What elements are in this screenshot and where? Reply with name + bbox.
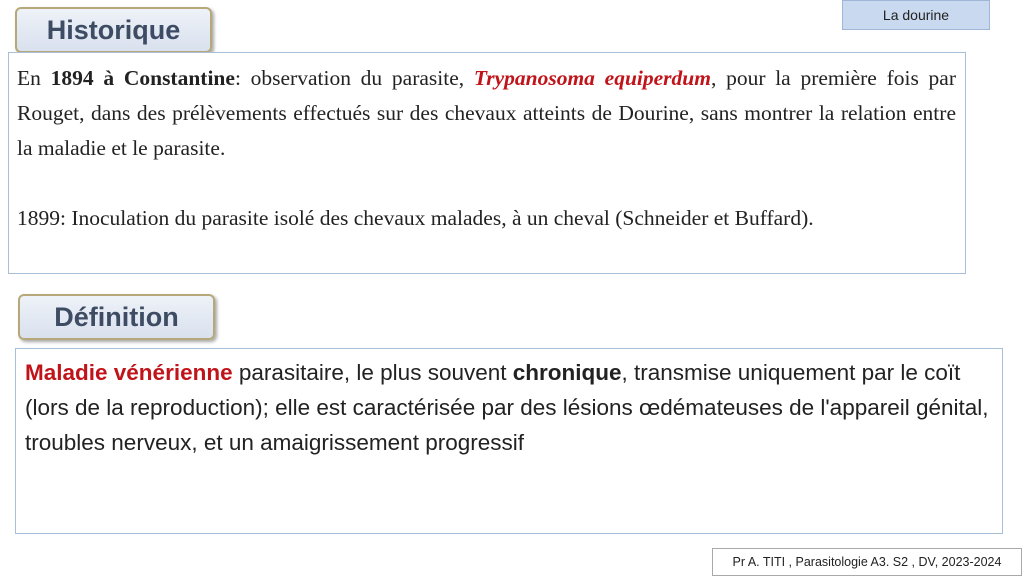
definition-keyword: chronique (512, 360, 622, 385)
section-title-historique: Historique (15, 7, 212, 53)
historique-paragraph-2: 1899: Inoculation du parasite isolé des chevaux malades, à un cheval (Schneider et Buffard). (17, 206, 814, 230)
footer-credit: Pr A. TITI , Parasitologie A3. S2 , DV, 2023-2024 (712, 548, 1022, 576)
topic-tag: La dourine (842, 0, 990, 30)
definition-text-box (15, 348, 1003, 534)
p1-date-place: 1894 à Constantine (50, 66, 235, 90)
p1-prefix: En (17, 66, 51, 90)
historique-paragraph-1 (17, 61, 956, 166)
section-title-definition: Définition (18, 294, 215, 340)
definition-part-2: , transmise uniquement par le coït (lors de la reproduction); elle est caractérisée par des lésions œdémateuses de l'appareil génital, troubles nerveux, et un amaigrissement progressif (25, 360, 989, 455)
definition-term: Maladie vénérienne (25, 360, 233, 385)
definition-paragraph (25, 355, 990, 460)
definition-part-1: parasitaire, le plus souvent (232, 360, 513, 385)
historique-text-box (8, 52, 966, 274)
parasite-name: Trypanosoma equiperdum (473, 66, 711, 90)
p1-rest: , pour la première fois par Rouget, dans des prélèvements effectués sur des chevaux atteints de Dourine, sans montrer la relation entre la maladie et le parasite. (17, 66, 957, 160)
p1-after-date: : observation du parasite, (234, 66, 474, 90)
